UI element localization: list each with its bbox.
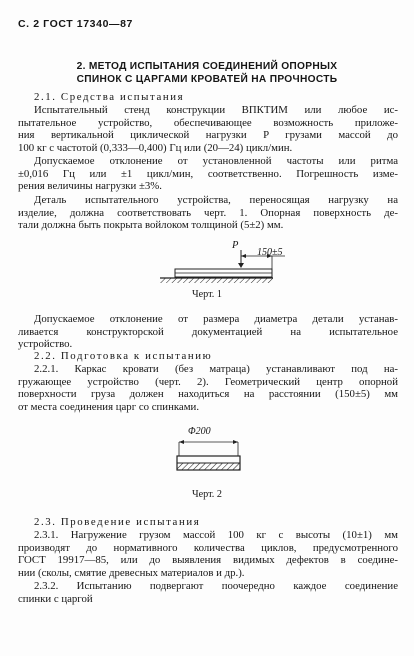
text-line: изделие, должна соответствовать черт. 1. Опорная поверхность де- xyxy=(18,206,398,219)
heading-2-2: 2.2. Подготовка к испытанию xyxy=(34,350,213,362)
page-header: С. 2 ГОСТ 17340—87 xyxy=(18,18,133,30)
paragraph-deviation xyxy=(18,313,398,351)
text-line: устройство. xyxy=(18,338,73,350)
text-line: от места соединения царг со спинками. xyxy=(18,400,200,413)
heading-2-1: 2.1. Средства испытания xyxy=(34,91,185,103)
text-line: ния вертикальной циклической нагрузки P грузами массой до xyxy=(18,129,398,141)
text-line: Испытательный стенд конструкции ВПКТИМ или любое ис- xyxy=(34,104,398,116)
text-line: Допускаемое отклонение от размера диаметра детали устанав- xyxy=(34,313,398,325)
heading-2-3: 2.3. Проведение испытания xyxy=(34,516,201,528)
text-line: ±0,016 Гц или ±1 цикл/мин, соответственно. Погрешность изме- xyxy=(18,167,398,180)
paragraph-2-1-c xyxy=(18,194,398,232)
figure-1-drawing xyxy=(145,236,315,286)
text-line: 2.2.1. Каркас кровати (без матраца) устанавливают под на- xyxy=(34,363,398,375)
text-line: нии (сколы, смятие древесных материалов и др.). xyxy=(18,566,245,579)
paragraph-2-1-a xyxy=(18,104,398,154)
text-line: производят до нормативного количества циклов, предусмотренного xyxy=(18,541,398,554)
text-line: поверхности груза должен находиться на расстоянии (150±5) мм xyxy=(18,388,398,400)
text-line: тали должна быть покрыта войлоком толщиной (5±2) мм. xyxy=(18,219,284,231)
text-line: 2.3.2. Испытанию подвергают поочередно каждое соединение xyxy=(34,580,398,592)
paragraph-2-2-1 xyxy=(18,363,398,413)
load-label: P xyxy=(232,240,239,251)
text-line: 100 кг с частотой (0,333—0,400) Гц или (20—24) цикл/мин. xyxy=(18,141,293,154)
text-line: Допускаемое отклонение от установленной частоты или ритма xyxy=(34,155,398,167)
section-title-line-2: СПИНОК С ЦАРГАМИ КРОВАТЕЙ НА ПРОЧНОСТЬ xyxy=(76,74,338,85)
text-line: рения величины нагрузки ±3%. xyxy=(18,180,163,192)
text-line: Деталь испытательного устройства, переносящая нагрузку на xyxy=(34,194,398,206)
figure-1-caption: Черт. 1 xyxy=(192,289,222,300)
diameter-label: Φ200 xyxy=(188,426,211,437)
section-title-line-1: 2. МЕТОД ИСПЫТАНИЯ СОЕДИНЕНИЙ ОПОРНЫХ xyxy=(76,61,338,72)
text-line: 2.3.1. Нагружение грузом массой 100 кг с высоты (10±1) мм xyxy=(34,529,398,541)
dimension-label: 150±5 xyxy=(257,247,283,258)
text-line: ливается конструкторской документацией на испытательное xyxy=(18,325,398,338)
text-line: гружающее устройство (черт. 2). Геометрический центр опорной xyxy=(18,375,398,388)
figure-2-drawing xyxy=(170,436,250,478)
text-line: спинки с царгой xyxy=(18,592,93,605)
paragraph-2-1-b xyxy=(18,155,398,193)
text-line: ГОСТ 19917—85, или до выявления видимых дефектов в соедине- xyxy=(18,554,398,566)
paragraph-2-3-1 xyxy=(18,529,398,579)
text-line: пытательное устройство, обеспечивающее возможность приложе- xyxy=(18,116,398,129)
paragraph-2-3-2 xyxy=(18,580,398,605)
figure-2-caption: Черт. 2 xyxy=(192,489,222,500)
